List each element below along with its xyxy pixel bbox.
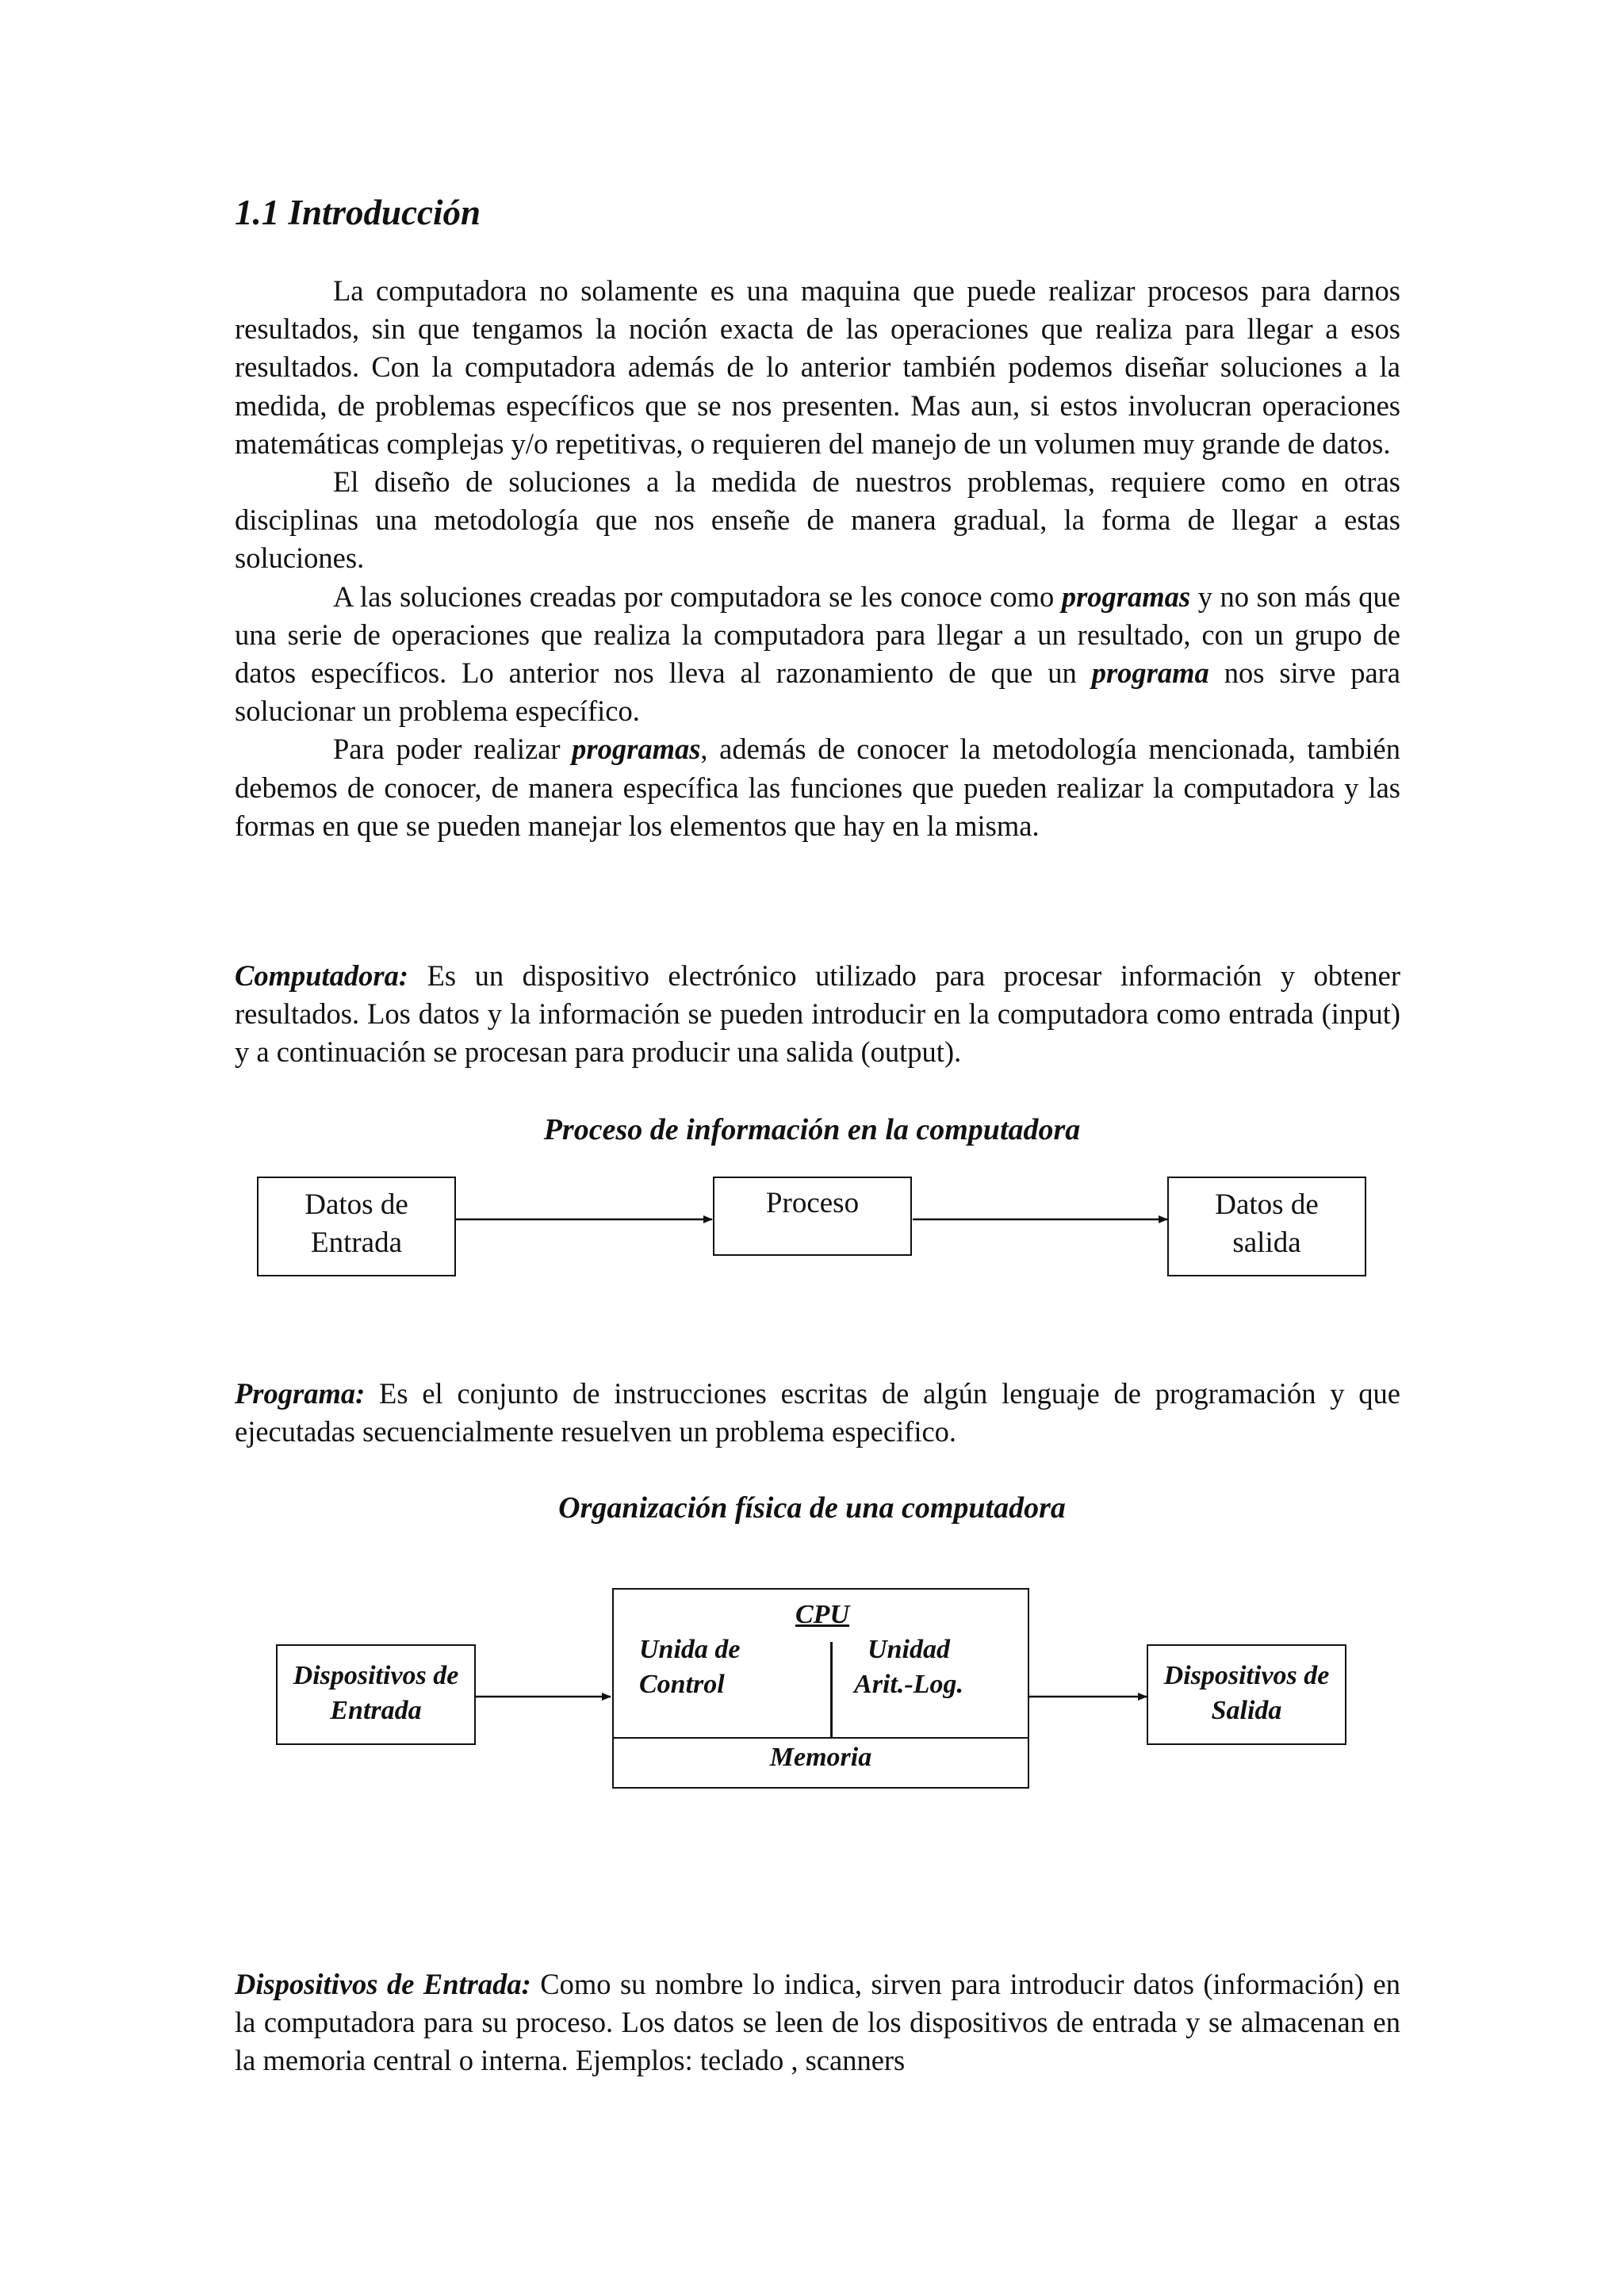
term-programa: Programa: [235,1377,366,1410]
box-label: Entrada [330,1696,422,1725]
term-computadora: Computadora: [235,959,409,992]
box-label: Control [639,1670,725,1699]
alu-unit [845,1632,972,1702]
text-fragment: A las soluciones creadas por computadora se les conoce como [333,580,1062,613]
text-fragment: y no son más que una serie de operaciones que realiza la computadora para llegar a un resultado, con un grupo de datos específicos. Lo anterior nos lleva al razonamiento de que un [235,580,1400,690]
output-devices-box [1147,1644,1346,1745]
box-label: Salida [1211,1696,1282,1725]
input-data-box [257,1177,456,1276]
box-label: Unida de [639,1635,741,1664]
cpu-divider [830,1642,833,1737]
text-fragment: nos sirve para solucionar un problema específico. [235,656,1400,728]
control-unit [639,1632,741,1702]
definition-programa [235,1375,1400,1451]
process-box [713,1177,912,1256]
definition-text: Como su nombre lo indica, sirven para introducir datos (información) en la computadora para su proceso. Los datos se leen de los dispositivos de entrada y se almacenan en la memoria central o interna. Ejemplos: teclado , scanners [235,1968,1400,2077]
box-label: Unidad [868,1635,950,1664]
box-label: Entrada [310,1226,403,1259]
term-dispositivos-entrada: Dispositivos de Entrada: [235,1968,531,2000]
memory-label: Memoria [769,1743,872,1772]
diagram1-caption: Proceso de información en la computadora [543,1113,1081,1146]
text-fragment: Para poder realizar [333,733,573,766]
box-label: Dispositivos de [293,1661,459,1690]
section-heading: 1.1 Introducción [235,193,481,232]
diagram2-caption: Organización física de una computadora [558,1491,1066,1525]
text-fragment: , además de conocer la metodología mencionada, también debemos de conocer, de manera específica las funciones que pueden realizar la computadora y las formas en que se pueden manejar los elementos que hay en la misma. [235,733,1400,842]
cpu-label: CPU [795,1600,849,1629]
intro-paragraph-1: La computadora no solamente es una maquina que puede realizar procesos para darnos resultados, sin que tengamos la noción exacta de las operaciones que realiza para llegar a esos resultados. Con la computadora además de lo anterior también podemos diseñar soluciones a la medida, de problemas específicos que se nos presenten. Mas aun, si estos involucran operaciones matemáticas complejas y/o repetitivas, o requieren del manejo de un volumen muy grande de datos. [235,274,1400,460]
box-label: salida [1232,1226,1301,1259]
emphasis-programa: programa [1091,656,1209,690]
definition-text: Es el conjunto de instrucciones escritas de algún lenguaje de programación y que ejecutadas secuencialmente resuelven un problema especifico. [235,1377,1400,1448]
box-label: Arit.-Log. [854,1670,963,1699]
box-label: Dispositivos de [1163,1661,1330,1690]
memory-divider [614,1737,1028,1739]
box-label: Proceso [765,1187,860,1219]
box-label: Datos de [304,1188,408,1221]
box-label: Datos de [1215,1188,1319,1221]
emphasis-programas: programas [572,733,701,766]
intro-paragraph-2: El diseño de soluciones a la medida de nuestros problemas, requiere como en otras disciplinas una metodología que nos enseñe de manera gradual, la forma de llegar a estas soluciones. [235,465,1400,575]
definition-text: Es un dispositivo electrónico utilizado para procesar información y obtener resultados. Los datos y la información se pueden introducir en la computadora como entrada (input) y a continuación se procesan para producir una salida (output). [235,959,1400,1069]
output-data-box [1167,1177,1366,1276]
input-devices-box [276,1644,476,1745]
emphasis-programas: programas [1061,580,1191,613]
definition-dispositivos-entrada [235,1965,1400,2080]
